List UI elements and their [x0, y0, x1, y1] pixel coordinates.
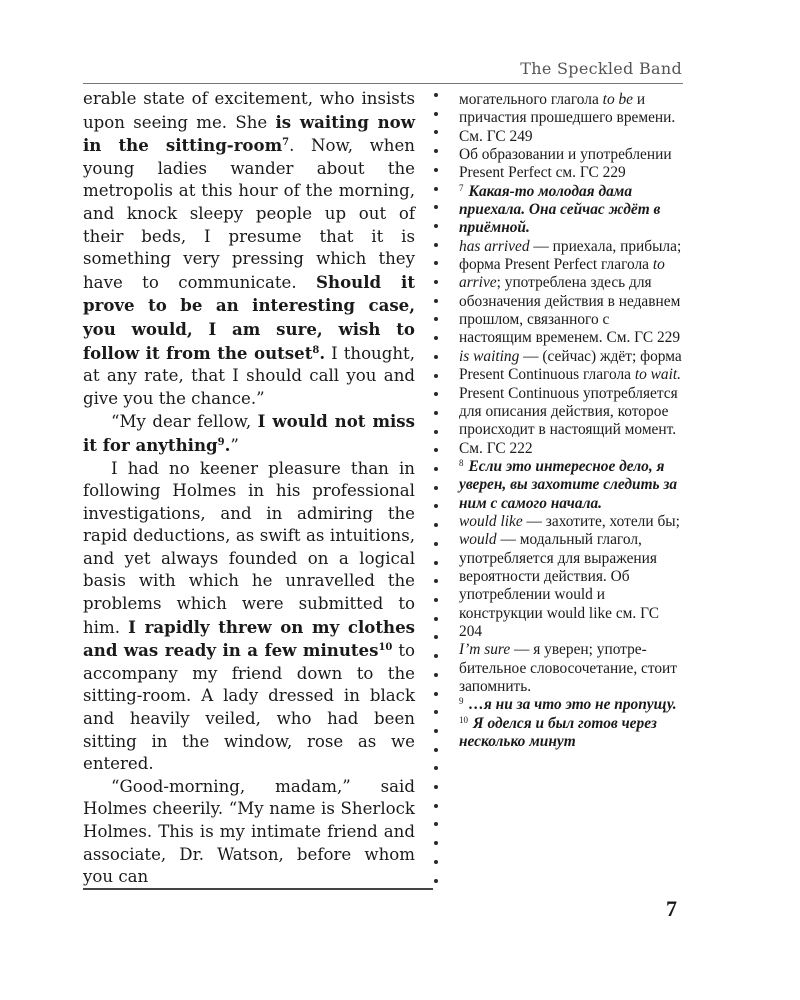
divider-dot — [434, 692, 438, 696]
divider-dot — [434, 374, 438, 378]
paragraph-3 — [83, 458, 415, 776]
dotted-column-divider — [431, 93, 441, 883]
note-10-translation — [459, 715, 683, 752]
footnote-ref-9: 9 — [217, 436, 225, 448]
divider-dot — [434, 504, 438, 508]
italic-term: to arrive — [459, 256, 665, 292]
footnote-ref-10: 10 — [378, 642, 393, 654]
divider-dot — [434, 766, 438, 770]
text-run: I thought, at any rate, that I should call you and give you the chance.” — [83, 343, 415, 408]
text-run: ” — [230, 435, 239, 455]
note-7-gloss-1 — [459, 238, 683, 348]
divider-dot — [434, 430, 438, 434]
italic-term: has arrived — [459, 237, 530, 255]
divider-dot — [434, 804, 438, 808]
text-run: — модальный глагол, употребляется для выражения вероятности действия. Об употреблении would и конструкции would like см. ГС 204 — [459, 531, 660, 640]
italic-term: would — [459, 531, 497, 549]
divider-dot — [434, 673, 438, 677]
note-number: 7 — [459, 182, 464, 193]
bold-phrase: I rapidly threw on my clothes and was ready in a few minutes — [83, 616, 415, 661]
notes-column — [459, 91, 683, 751]
italic-term: to be — [602, 91, 634, 108]
divider-dot — [434, 635, 438, 639]
running-header: The Speckled Band — [520, 59, 682, 78]
note-8-translation — [459, 458, 683, 513]
bold-punct: . — [319, 342, 326, 363]
text-run: erable state of excitement, who insists upon seeing me. She — [83, 89, 415, 132]
divider-dot — [434, 168, 438, 172]
divider-dot — [434, 448, 438, 452]
header-rule — [83, 83, 683, 84]
text-run: и причастия прошедшего времени. См. ГС 249 — [459, 91, 676, 145]
text-run: “My dear fellow, — [111, 412, 258, 432]
footnote-ref-8: 8 — [312, 344, 320, 356]
divider-dot — [434, 822, 438, 826]
text-run: — (сейчас) ждёт; форма Present Continuous глагола — [459, 347, 682, 384]
italic-term: is waiting — [459, 347, 520, 365]
divider-dot — [434, 467, 438, 471]
divider-dot — [434, 841, 438, 845]
bold-phrase: is waiting now in the sitting-room — [83, 111, 416, 156]
text-run: to accompany my friend down to the sitting-room. A lady dressed in black and heavily veiled, who had been sitting in the window, rose as we entered. — [83, 641, 415, 774]
divider-dot — [434, 280, 438, 284]
bold-phrase: Should it prove to be an interesting case, you would, I am sure, wish to follow it from the outset — [83, 271, 415, 363]
note-number: 8 — [459, 457, 464, 468]
divider-dot — [434, 617, 438, 621]
divider-dot — [434, 299, 438, 303]
divider-dot — [434, 205, 438, 209]
text-run: “Good-morning, madam,” said Holmes cheerily. “My name is Sherlock Holmes. This is my intimate friend and associate, Dr. Watson, before whom you can — [83, 776, 415, 887]
bold-italic-translation: …я ни за что это не пропущу. — [468, 696, 677, 714]
note-number: 9 — [459, 696, 464, 707]
bold-punct: . — [224, 434, 231, 455]
footnote-ref-7: 7 — [282, 137, 290, 149]
paragraph-2 — [83, 410, 415, 457]
divider-dot — [434, 187, 438, 191]
text-run: ; употреблена здесь для обозначения действия в недавнем прошлом, связанного с настоящим временем. См. ГС 229 — [459, 274, 681, 347]
divider-dot — [434, 542, 438, 546]
bold-italic-translation: Если это интересное дело, я уверен, вы захотите следить за ним с самого начала. — [459, 457, 678, 512]
divider-dot — [434, 860, 438, 864]
text-run: могательного глагола — [459, 91, 603, 108]
divider-dot — [434, 149, 438, 153]
divider-dot — [434, 879, 438, 883]
divider-dot — [434, 729, 438, 733]
divider-dot — [434, 785, 438, 789]
text-run: — приехала, прибыла; форма Present Perfect глагола — [459, 237, 682, 274]
divider-dot — [434, 654, 438, 658]
italic-term: would like — [459, 512, 523, 530]
paragraph-4 — [83, 776, 415, 889]
divider-dot — [434, 317, 438, 321]
text-run: — захотите, хотели бы; — [522, 512, 680, 530]
note-8-gloss-1 — [459, 513, 683, 641]
text-run: . Now, when young ladies wander about the metropolis at this hour of the morning, and knock sleepy people up out of their beds, I presume that it is something very pressing which they have to communicate. — [83, 136, 415, 292]
divider-dot — [434, 748, 438, 752]
bold-italic-translation: Какая-то молодая дама приехала. Она сейчас ждёт в приёмной. — [459, 182, 661, 237]
note-continued-2: Об образовании и употреблении Present Perfect см. ГС 229 — [459, 146, 672, 182]
divider-dot — [434, 579, 438, 583]
divider-dot — [434, 486, 438, 490]
text-run: Present Continuous употребляется для описания действия, которое происходит в настоящий момент. См. ГС 222 — [459, 384, 678, 457]
note-continued — [459, 91, 683, 146]
text-run: I had no keener pleasure than in following Holmes in his professional investigations, and in admiring the rapid deductions, as swift as intuitions, and yet always founded on a logical basis with which he unravelled the problems which were submitted to him. — [83, 458, 415, 637]
divider-dot — [434, 392, 438, 396]
bold-phrase: I would not miss it for anything — [83, 411, 415, 455]
divider-dot — [434, 598, 438, 602]
note-8-gloss-2 — [459, 641, 683, 696]
divider-dot — [434, 411, 438, 415]
divider-dot — [434, 130, 438, 134]
bold-italic-translation: Я оделся и был готов через несколько минут — [459, 714, 657, 751]
divider-dot — [434, 112, 438, 116]
divider-dot — [434, 336, 438, 340]
note-7-gloss-2 — [459, 348, 683, 458]
note-9-translation — [459, 696, 683, 714]
page-number: 7 — [666, 896, 677, 921]
note-number: 10 — [459, 714, 468, 725]
text-run: — я уверен; употребительное словосочетание, стоит запомнить. — [459, 641, 678, 695]
paragraph-1 — [83, 88, 415, 410]
divider-dot — [434, 710, 438, 714]
divider-dot — [434, 243, 438, 247]
divider-dot — [434, 224, 438, 228]
divider-dot — [434, 561, 438, 565]
divider-dot — [434, 93, 438, 97]
italic-term: to wait. — [634, 366, 681, 384]
divider-dot — [434, 523, 438, 527]
main-text-column — [83, 88, 415, 889]
divider-dot — [434, 261, 438, 265]
divider-dot — [434, 355, 438, 359]
note-7-translation — [459, 183, 683, 238]
bottom-rule — [83, 888, 433, 890]
italic-term: I’m sure — [459, 641, 511, 659]
